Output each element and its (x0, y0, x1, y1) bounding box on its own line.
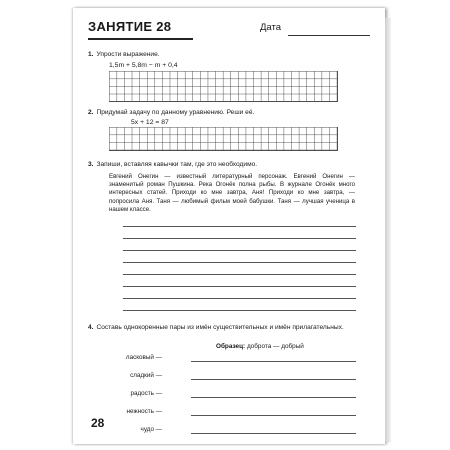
lesson-title: ЗАНЯТИЕ 28 (88, 19, 172, 34)
answer-line[interactable] (191, 433, 356, 434)
example-value: доброта — добрый (246, 343, 304, 350)
writing-line[interactable] (123, 298, 356, 299)
task-1-text: Упрости выражение. (96, 51, 160, 58)
writing-line[interactable] (123, 226, 356, 227)
task-4-prompt (88, 324, 368, 332)
word-item: сладкий — (130, 372, 162, 379)
page-number: 28 (91, 416, 105, 430)
task-4-number: 4. (88, 324, 94, 331)
title-underline (88, 38, 193, 40)
task-1-prompt (88, 51, 160, 59)
task-3-prompt (88, 161, 257, 169)
task-1-expression: 1,5m + 5,8m − m + 0,4 (109, 62, 178, 69)
answer-line[interactable] (191, 379, 356, 380)
date-field[interactable] (288, 35, 370, 36)
word-item: ласковый — (125, 354, 162, 361)
word-item: чудо — (140, 426, 162, 433)
task-1-answer-grid[interactable] (109, 71, 338, 102)
task-2-number: 2. (88, 109, 94, 116)
writing-line[interactable] (123, 310, 356, 311)
task-2-equation: 5x + 12 = 87 (131, 119, 169, 126)
example-label: Образец: (216, 343, 246, 350)
answer-line[interactable] (191, 397, 356, 398)
word-item: радость — (130, 390, 162, 397)
task-3-text: Запиши, вставляя кавычки там, где это необходимо. (96, 161, 258, 168)
writing-line[interactable] (123, 250, 356, 251)
workbook-page (73, 8, 385, 444)
date-label: Дата (260, 22, 282, 33)
task-1-number: 1. (88, 51, 94, 58)
task-2-answer-grid[interactable] (109, 127, 338, 151)
writing-line[interactable] (123, 238, 356, 239)
writing-line[interactable] (123, 286, 356, 287)
task-4-text: Составь однокоренные пары из имён существительных и имён прилагательных. (96, 324, 344, 331)
writing-line[interactable] (123, 274, 356, 275)
writing-line[interactable] (123, 262, 356, 263)
task-3-paragraph: Евгений Онегин — известный литературный персонаж. Евгений Онегин — знаменитый роман Пушкина. Река Огонёк полна рыбы. В журнале Огонёк много интересных статей. Приходи ко мне завтра, Аня! Приходи ко мне завтра, — попросила Аня. Таня — любимый фильм моей бабушки. Таня — лучшая ученица в нашем классе. (109, 173, 355, 213)
answer-line[interactable] (191, 415, 356, 416)
task-3-number: 3. (88, 161, 94, 168)
page-edge-shadow (385, 18, 391, 442)
task-4-example (216, 343, 304, 350)
task-2-text: Придумай задачу по данному уравнению. Реши её. (96, 109, 255, 116)
word-item: нежность — (126, 408, 162, 415)
task-2-prompt (88, 109, 254, 117)
answer-line[interactable] (191, 361, 356, 362)
